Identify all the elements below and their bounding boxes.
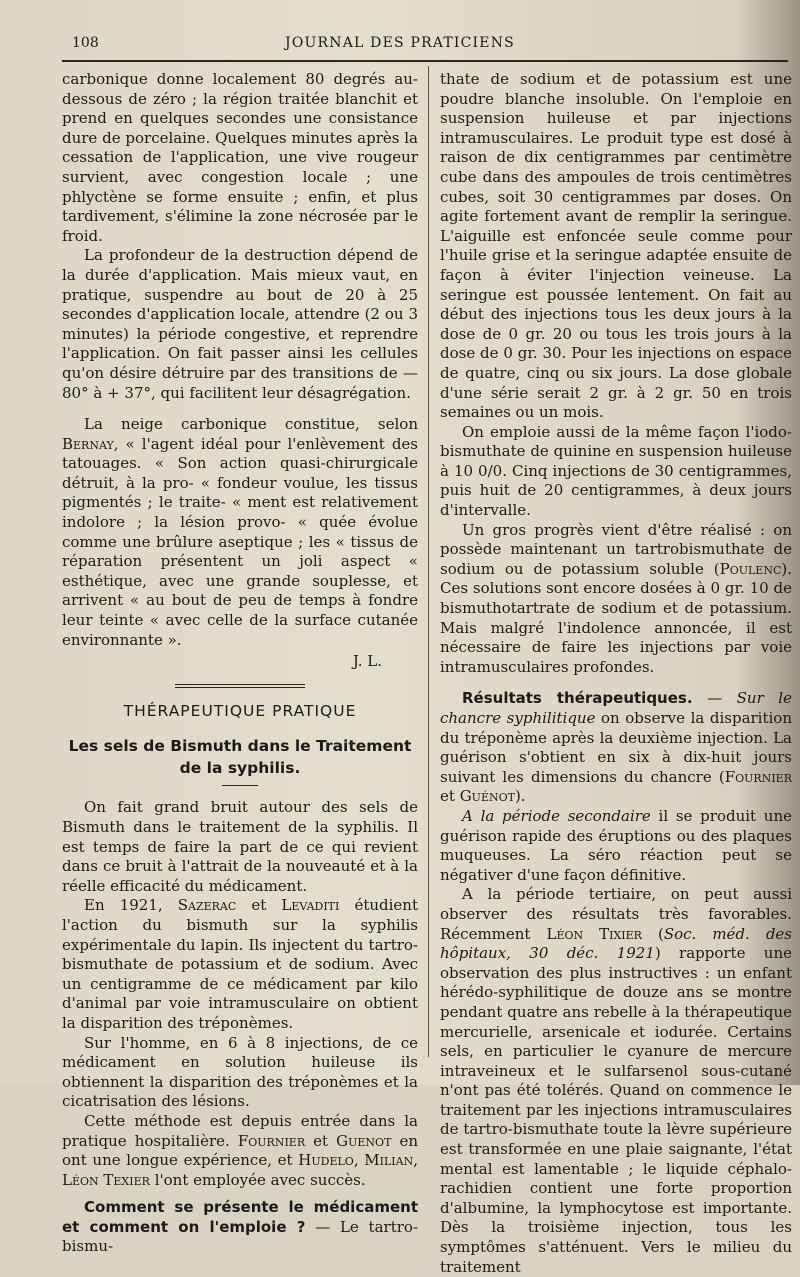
- paragraph: Un gros progrès vient d'être réalisé : on possède maintenant un tartrobismuthate de sodium ou de potassium soluble (Poulenc). Ces solutions sont encore dosées à 0 gr. 10 de bismuthotartrate de sodium et de potassium. Mais malgré l'indolence annoncée, il est nécessaire de faire les injections par voie intramusculaires profondes.: [440, 520, 792, 676]
- question-heading: Comment se présente le médicament et comment on l'emploie ? — Le tartro-bismu-: [62, 1198, 418, 1256]
- paragraph: Sur l'homme, en 6 à 8 injections, de ce médicament en solution huileuse ils obtiennent la disparition des tréponèmes et la cicatrisation des lésions.: [62, 1033, 418, 1111]
- title-rule: [222, 785, 258, 786]
- section-title: THÉRAPEUTIQUE PRATIQUE: [123, 701, 357, 720]
- separator: [175, 684, 305, 688]
- paragraph: La profondeur de la destruction dépend de la durée d'application. Mais mieux vaut, en pratique, suspendre au bout de 20 à 25 secondes d'application locale, attendre (2 ou 3 minutes) la période congestive, et reprendre l'application. On fait passer ainsi les cellules qu'on désire détruire par des transitions de — 80° à + 37°, qui facilitent leur désagrégation.: [62, 246, 418, 402]
- left-column: [62, 70, 418, 1257]
- journal-title: JOURNAL DES PRATICIENS: [285, 35, 515, 51]
- paragraph: En 1921, Sazerac et Levaditi étudient l'action du bismuth sur la syphilis expérimentale du lapin. Ils injectent du tartro-bismuthate de potassium et de sodium. Avec un centigramme de ce médicament par kilo d'animal par voie intramusculaire on obtient la disparition des tréponèmes.: [62, 896, 418, 1032]
- paragraph: carbonique donne localement 80 degrés au-dessous de zéro ; la région traitée blanchit et prend en quelques secondes une consistance dure de porcelaine. Quelques minutes après la cessation de l'application, une vive rougeur survient, avec congestion locale ; une phlyctène se forme ensuite ; enfin, et plus tardivement, s'élimine la zone nécrosée par le froid.: [62, 70, 418, 245]
- signature: J. L.: [352, 652, 382, 671]
- right-column: [440, 70, 792, 1277]
- paragraph: A la période secondaire il se produit une guérison rapide des éruptions ou des plaques muqueuses. La séro réaction peut se négativer d'une façon définitive.: [440, 806, 792, 884]
- results-paragraph: Résultats thérapeutiques. — Sur le chancre syphilitique on observe la disparition du tréponème après la deuxième injection. La guérison s'obtient en six à dix-huit jours suivant les dimensions du chancre (Fournier et Guénot).: [440, 689, 792, 806]
- paragraph: A la période tertiaire, on peut aussi observer des résultats très favorables. Récemment Léon Tixier (Soc. méd. des hôpitaux, 30 déc. 1921) rapporte une observation des plus instructives : un enfant hérédo-syphilitique de douze ans se montre pendant quatre ans rebelle à la thérapeutique mercurielle, arsenicale et iodurée. Certains sels, en particulier le cyanure de mercure intraveineux et le sulfarsenol sous-cutané n'ont pas été tolérés. Quand on commence le traitement par les injections intramusculaires de tartro-bismuthate toute la lèvre supérieure est transformée en une plaie saignante, l'état mental est lamentable ; le liquide céphalo-rachidien contient une forte proportion d'albumine, la lymphocytose est importante. Dès la troisième injection, tous les symptômes s'atténuent. Vers le milieu du traitement: [440, 885, 792, 1276]
- paragraph: On fait grand bruit autour des sels de Bismuth dans le traitement de la syphilis. Il est temps de faire la part de ce qui revient dans ce bruit à l'attrait de la nouveauté et à la réelle efficacité du médicament.: [62, 798, 418, 895]
- quote-paragraph: La neige carbonique constitue, selon Bernay, « l'agent idéal pour l'enlèvement des tatouages. « Son action quasi-chirurgicale détruit, à la pro- « fondeur voulue, les tissus pigmentés ; le traite- « ment est relativement indolore ; la lésion provo- « quée évolue comme une brûlure aseptique ; les « tissus de réparation présentent un joli aspect « esthétique, avec une grande souplesse, et arrivent « au bout de peu de temps à fondre leur teinte « avec celle de la surface cutanée environnante ».: [62, 415, 418, 649]
- paragraph: thate de sodium et de potassium est une poudre blanche insoluble. On l'emploie en suspension huileuse et par injections intramusculaires. Le produit type est dosé à raison de dix centigrammes par centimètre cube dans des ampoules de trois centimètres cubes, soit 30 centigrammes par doses. On agite fortement avant de remplir la seringue. L'aiguille est enfoncée seule comme pour l'huile grise et la seringue adaptée ensuite de façon à éviter l'injection veineuse. La seringue est poussée lentement. On fait au début des injections tous les deux jours à la dose de 0 gr. 20 ou tous les trois jours à la dose de 0 gr. 30. Pour les injections on espace de quatre, cinq ou six jours. La dose globale d'une série serait 2 gr. à 2 gr. 50 en trois semaines ou un mois.: [440, 70, 792, 422]
- author-name: Bernay: [62, 434, 114, 453]
- paragraph: On emploie aussi de la même façon l'iodo-bismuthate de quinine en suspension huileuse à 10 0/0. Cinq injections de 30 centigrammes, puis huit de 20 centigrammes, à deux jours d'intervalle.: [440, 422, 792, 520]
- column-divider: [428, 66, 429, 1057]
- paragraph: Cette méthode est depuis entrée dans la pratique hospitalière. Fournier et Guenot en ont une longue expérience, et Hudelo, Milian, Léon Texier l'ont employée avec succès.: [62, 1111, 418, 1189]
- page-header: [0, 35, 800, 55]
- results-heading: Résultats thérapeutiques.: [462, 689, 693, 708]
- article-title: Les sels de Bismuth dans le Traitement de la syphilis.: [68, 737, 412, 778]
- page-number: 108: [72, 35, 99, 51]
- header-rule: [62, 60, 788, 62]
